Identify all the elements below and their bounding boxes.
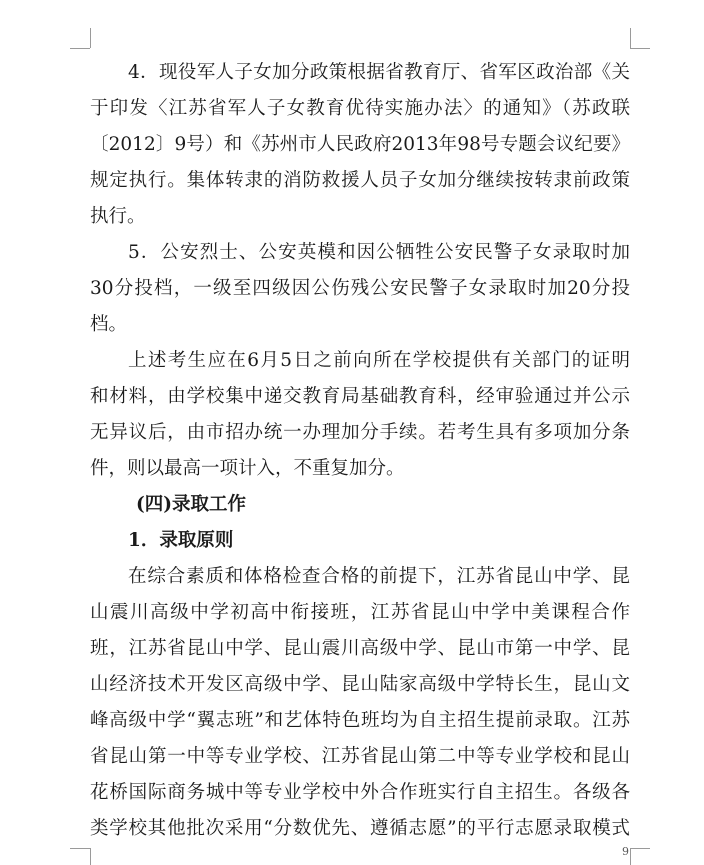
crop-mark-top-right-v (630, 28, 631, 48)
crop-mark-bottom-left-h (70, 848, 90, 849)
subsection-heading: 1．录取原则 (128, 530, 234, 551)
paragraph-4-line-5: 执行。 (90, 206, 146, 227)
principle-paragraph-line-4: 山经济技术开发区高级中学、昆山陆家高级中学特长生，昆山文 (90, 674, 630, 695)
crop-mark-top-left-v (90, 28, 91, 48)
crop-mark-bottom-right-h (630, 848, 650, 849)
paragraph-5-line-2: 30分投档，一级至四级因公伤残公安民警子女录取时加20分投 (90, 278, 630, 299)
crop-mark-top-right-h (630, 48, 650, 49)
crop-mark-bottom-left-v (90, 848, 91, 865)
paragraph-5-line-3: 档。 (90, 314, 128, 335)
page-number: 9 (622, 845, 629, 858)
section-heading: (四)录取工作 (136, 494, 247, 515)
note-paragraph-line-2: 和材料，由学校集中递交教育局基础教育科，经审验通过并公示 (90, 386, 630, 407)
paragraph-4-line-2: 于印发〈江苏省军人子女教育优待实施办法〉的通知》（苏政联 (90, 98, 630, 119)
note-paragraph-line-1: 上述考生应在6月5日之前向所在学校提供有关部门的证明 (128, 350, 630, 371)
note-paragraph-line-3: 无异议后，由市招办统一办理加分手续。若考生具有多项加分条 (90, 422, 630, 443)
principle-paragraph-line-5: 峰高级中学“翼志班”和艺体特色班均为自主招生提前录取。江苏 (90, 710, 630, 731)
principle-paragraph-line-6: 省昆山第一中等专业学校、江苏省昆山第二中等专业学校和昆山 (90, 746, 630, 767)
principle-paragraph-line-8: 类学校其他批次采用“分数优先、遵循志愿”的平行志愿录取模式 (90, 818, 630, 839)
principle-paragraph-line-7: 花桥国际商务城中等专业学校中外合作班实行自主招生。各级各 (90, 782, 630, 803)
paragraph-5-line-1: 5．公安烈士、公安英模和因公牺牲公安民警子女录取时加 (128, 242, 630, 263)
crop-mark-top-left-h (70, 48, 90, 49)
principle-paragraph-line-2: 山震川高级中学初高中衔接班，江苏省昆山中学中美课程合作 (90, 602, 630, 623)
crop-mark-bottom-right-v (630, 848, 631, 865)
principle-paragraph-line-1: 在综合素质和体格检查合格的前提下，江苏省昆山中学、昆 (128, 566, 630, 587)
paragraph-4-line-3: 〔2012〕9号）和《苏州市人民政府2013年98号专题会议纪要》 (90, 134, 630, 155)
note-paragraph-line-4: 件，则以最高一项计入，不重复加分。 (90, 458, 405, 479)
paragraph-4-line-1: 4．现役军人子女加分政策根据省教育厅、省军区政治部《关 (128, 62, 630, 83)
principle-paragraph-line-3: 班，江苏省昆山中学、昆山震川高级中学、昆山市第一中学、昆 (90, 638, 630, 659)
paragraph-4-line-4: 规定执行。集体转隶的消防救援人员子女加分继续按转隶前政策 (90, 170, 630, 191)
